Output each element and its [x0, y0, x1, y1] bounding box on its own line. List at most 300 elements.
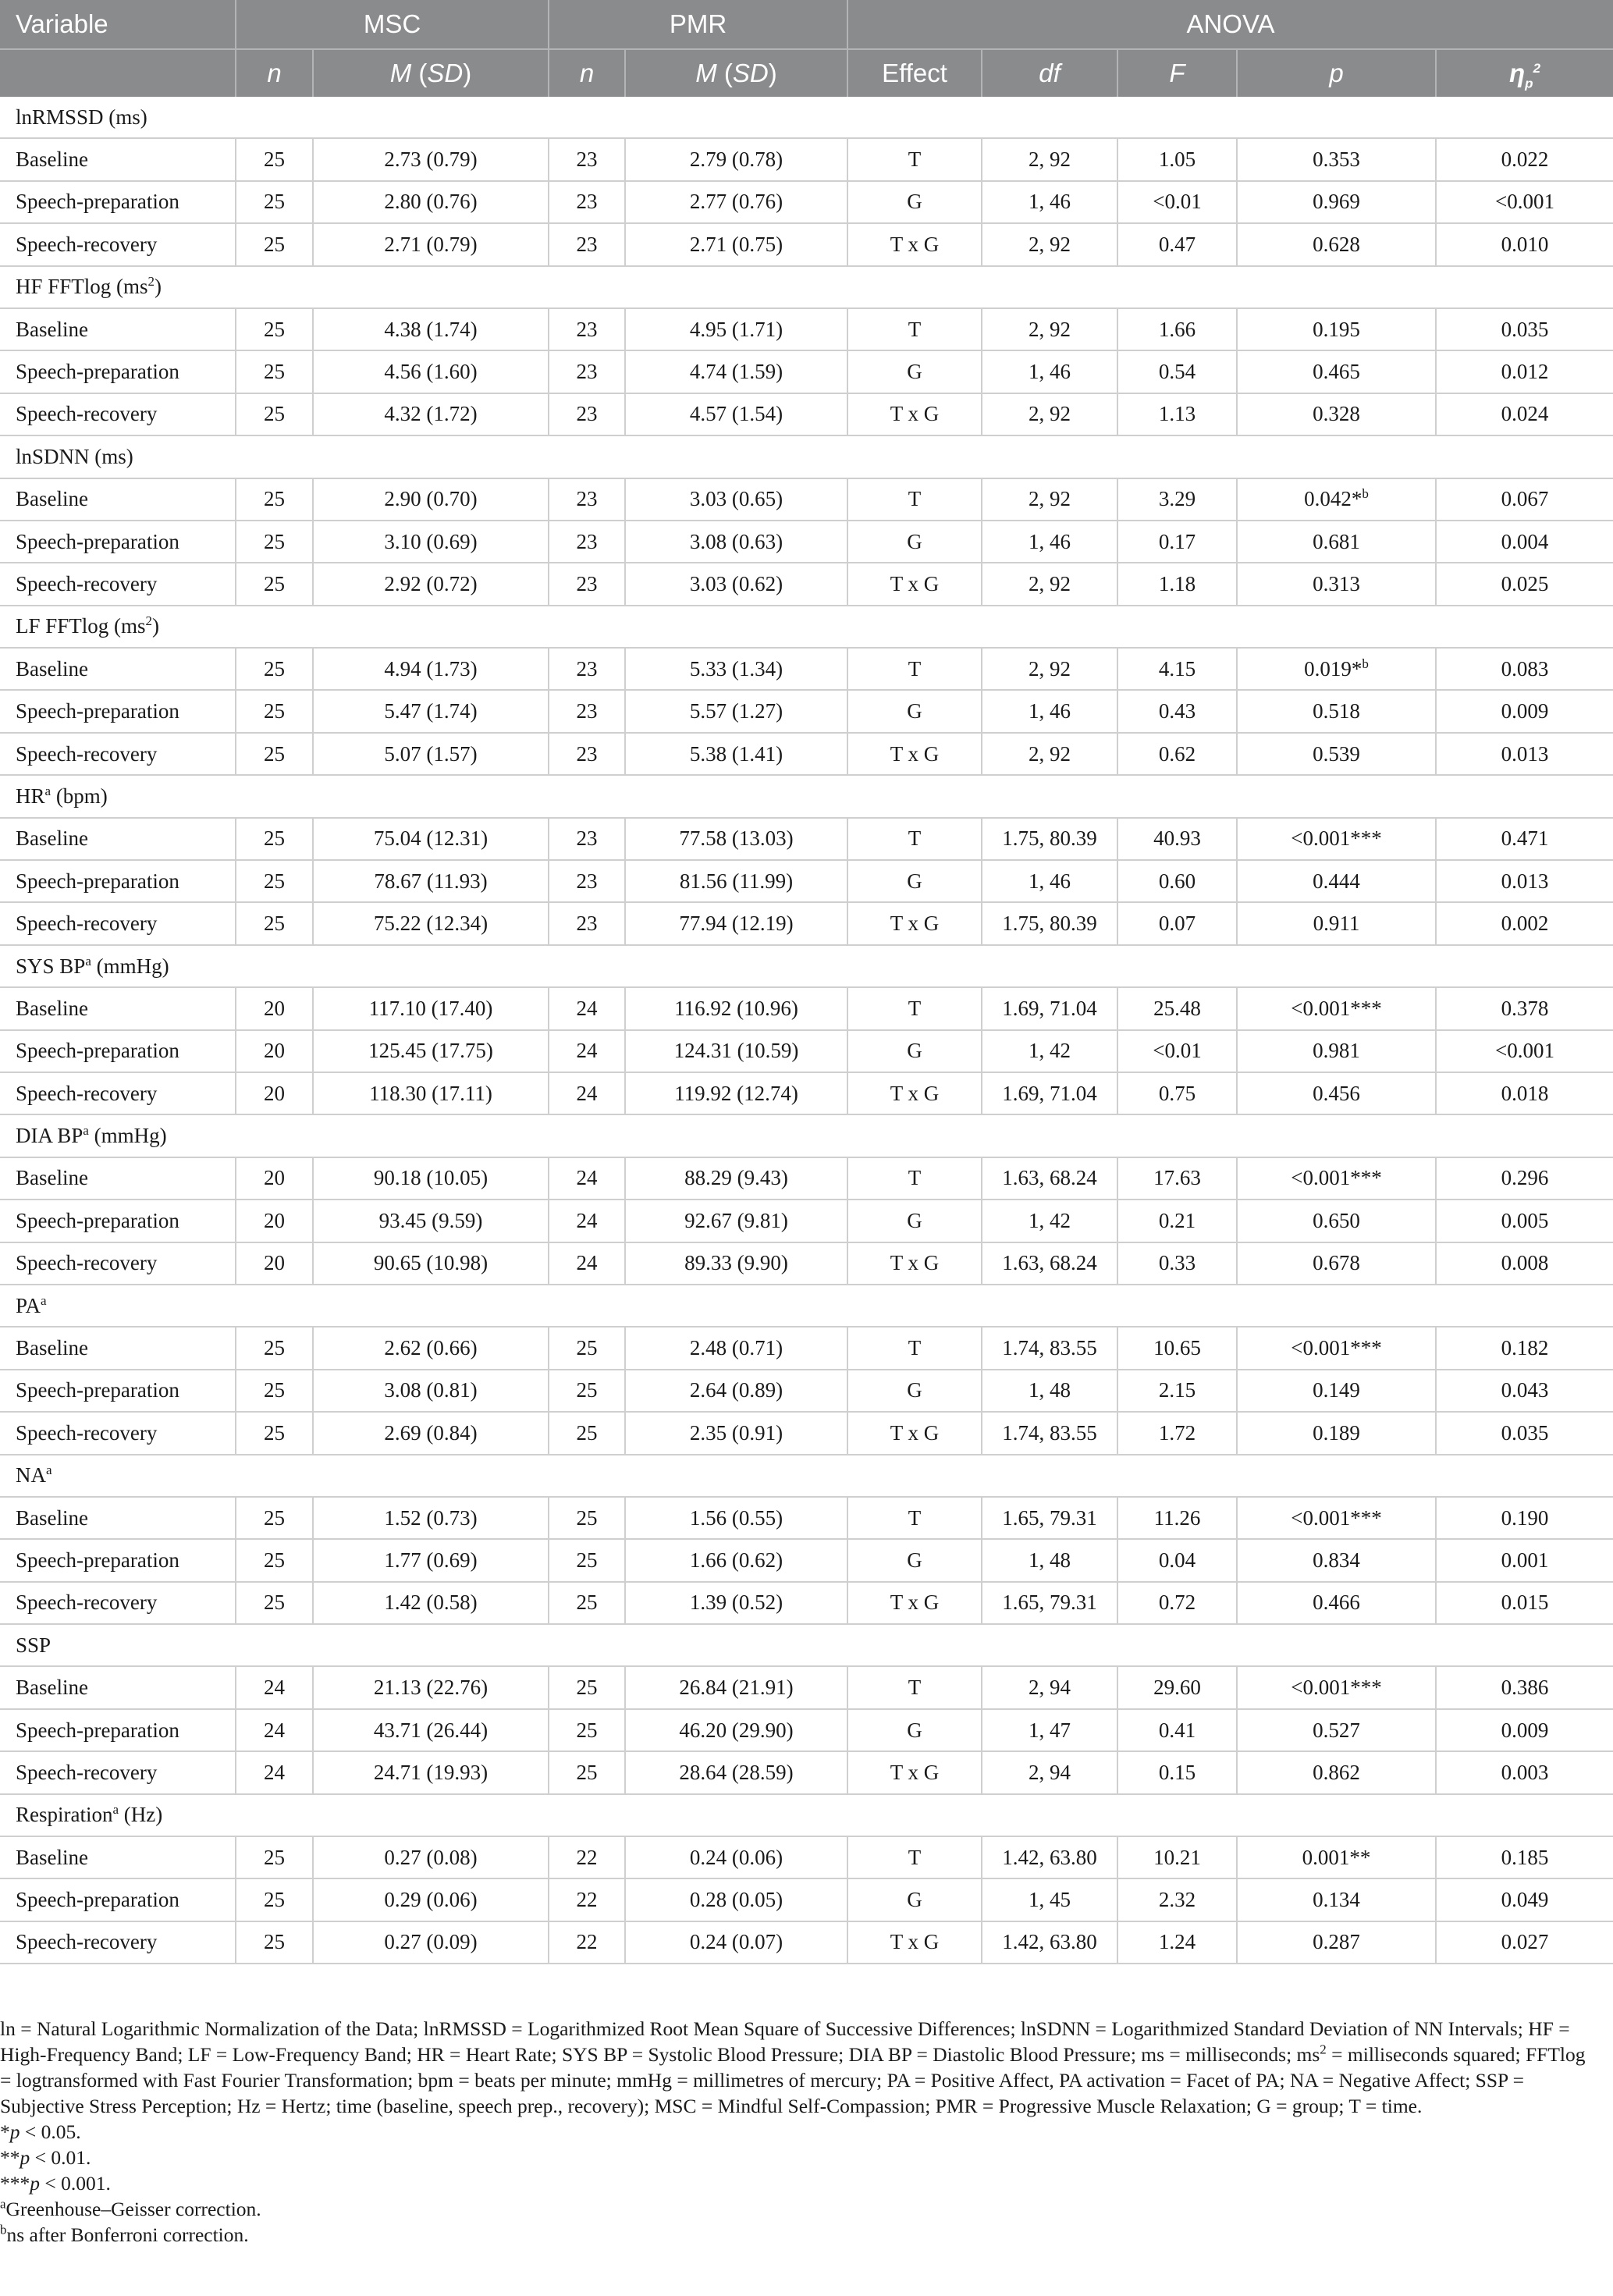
effect-cell-text: T x G: [890, 912, 940, 936]
msc-n-cell: [236, 563, 313, 605]
msc-n-cell-text: 24: [264, 1760, 285, 1784]
pmr-n-cell-text: 23: [576, 699, 598, 723]
eta-cell: [1436, 350, 1613, 393]
effect-cell: [847, 1582, 982, 1624]
effect-cell: [847, 1242, 982, 1285]
msc-mean-sd-cell: [313, 987, 549, 1029]
row-label-text: Baseline: [16, 1336, 88, 1360]
table-header: [0, 0, 1613, 97]
df-cell: [982, 1030, 1117, 1072]
p-cell-text: 0.911: [1313, 912, 1360, 936]
msc-n-cell: [236, 987, 313, 1029]
table-row: [0, 1157, 1613, 1200]
header-df: df: [982, 49, 1117, 97]
pmr-n-cell: [549, 1157, 625, 1200]
msc-n-cell: [236, 1878, 313, 1921]
section-title-sup: 2: [145, 613, 153, 629]
df-cell: [982, 1539, 1117, 1581]
pmr-mean-sd-cell: [625, 1921, 847, 1964]
pmr-n-cell: [549, 521, 625, 563]
df-cell-text: 2, 92: [1029, 147, 1071, 172]
eta-cell-text: 0.009: [1501, 1718, 1549, 1742]
header-pmr-n: n: [549, 49, 625, 97]
row-label-text: Speech-preparation: [16, 1378, 179, 1402]
table-row: [0, 308, 1613, 350]
p-cell-text: <0.001***: [1291, 1166, 1382, 1190]
effect-cell: [847, 181, 982, 223]
msc-mean-sd-cell-text: 2.69 (0.84): [384, 1420, 478, 1445]
p-cell: [1237, 1200, 1436, 1242]
section-header-row: [0, 266, 1613, 308]
header-msc-n: n: [236, 49, 313, 97]
df-cell-text: 2, 92: [1029, 741, 1071, 766]
header-effect: Effect: [847, 49, 982, 97]
msc-n-cell-text: 20: [264, 1208, 285, 1232]
msc-n-cell: [236, 902, 313, 944]
pmr-mean-sd-cell: [625, 563, 847, 605]
eta-cell-text: 0.022: [1501, 147, 1549, 172]
header-p: p: [1237, 49, 1436, 97]
f-cell: [1117, 521, 1237, 563]
f-cell: [1117, 1242, 1237, 1285]
p-cell-text: 0.189: [1313, 1420, 1360, 1445]
pmr-n-cell-text: 23: [576, 741, 598, 766]
p-cell: [1237, 563, 1436, 605]
row-label: [0, 648, 236, 690]
msc-n-cell-text: 25: [264, 487, 285, 511]
effect-cell: [847, 350, 982, 393]
row-label: [0, 1878, 236, 1921]
eta-cell: [1436, 138, 1613, 180]
f-cell: [1117, 1751, 1237, 1793]
table-row: [0, 1539, 1613, 1581]
effect-cell-text: T x G: [890, 1590, 940, 1615]
row-label: [0, 350, 236, 393]
table-row: [0, 223, 1613, 265]
eta-cell: [1436, 1878, 1613, 1921]
eta-cell: [1436, 1539, 1613, 1581]
pmr-mean-sd-cell-text: 119.92 (12.74): [674, 1081, 798, 1105]
pmr-mean-sd-cell-text: 4.57 (1.54): [689, 402, 783, 426]
msc-mean-sd-cell-text: 43.71 (26.44): [373, 1718, 489, 1742]
msc-n-cell-text: 25: [264, 1336, 285, 1360]
effect-cell: [847, 690, 982, 732]
pmr-n-cell: [549, 860, 625, 902]
p-cell-text: <0.001***: [1291, 1676, 1382, 1700]
section-title-text: Respiration: [16, 1803, 113, 1827]
p-cell: [1237, 690, 1436, 732]
table-row: [0, 1412, 1613, 1454]
msc-n-cell: [236, 1666, 313, 1708]
pmr-mean-sd-cell: [625, 1539, 847, 1581]
row-label: [0, 1370, 236, 1412]
eta-cell: [1436, 1412, 1613, 1454]
df-cell-text: 1, 42: [1029, 1208, 1071, 1232]
header-sd: SD: [427, 59, 464, 87]
msc-mean-sd-cell: [313, 1030, 549, 1072]
sig-threshold: < 0.05.: [20, 2120, 81, 2143]
msc-n-cell-text: 25: [264, 1420, 285, 1445]
section-title: [0, 606, 1613, 648]
effect-cell-text: T x G: [890, 1251, 940, 1275]
p-cell: [1237, 1878, 1436, 1921]
pmr-n-cell-text: 25: [576, 1590, 598, 1615]
section-title-suffix: (Hz): [119, 1803, 163, 1827]
msc-n-cell: [236, 733, 313, 775]
effect-cell: [847, 818, 982, 860]
eta-cell-text: <0.001: [1495, 190, 1554, 214]
f-cell: [1117, 393, 1237, 435]
effect-cell-text: T: [908, 1505, 922, 1530]
df-cell-text: 1.42, 63.80: [1002, 1845, 1097, 1869]
pmr-n-cell: [549, 1030, 625, 1072]
header-eta-sup: 2: [1533, 61, 1541, 76]
msc-mean-sd-cell: [313, 1582, 549, 1624]
pmr-mean-sd-cell-text: 5.38 (1.41): [689, 741, 783, 766]
section-title-sup: a: [83, 1123, 89, 1139]
msc-n-cell: [236, 1200, 313, 1242]
df-cell-text: 1.75, 80.39: [1002, 912, 1097, 936]
pmr-mean-sd-cell: [625, 1582, 847, 1624]
footnote-b-mark: b: [0, 2222, 7, 2237]
f-cell: [1117, 1497, 1237, 1539]
eta-cell: [1436, 733, 1613, 775]
p-cell-text: 0.650: [1313, 1208, 1360, 1232]
f-cell: [1117, 902, 1237, 944]
p-cell-text: <0.001***: [1291, 996, 1382, 1020]
section-title-text: NA: [16, 1463, 46, 1487]
p-cell: [1237, 1157, 1436, 1200]
effect-cell: [847, 1666, 982, 1708]
msc-mean-sd-cell: [313, 1709, 549, 1751]
effect-cell-text: G: [907, 1208, 922, 1232]
f-cell-text: 0.62: [1158, 741, 1196, 766]
effect-cell-text: T: [908, 826, 922, 851]
p-cell-text: 0.353: [1313, 147, 1360, 172]
msc-n-cell: [236, 393, 313, 435]
msc-mean-sd-cell-text: 90.18 (10.05): [373, 1166, 489, 1190]
table-row: [0, 733, 1613, 775]
df-cell: [982, 690, 1117, 732]
f-cell: [1117, 1878, 1237, 1921]
df-cell: [982, 138, 1117, 180]
effect-cell-text: T: [908, 656, 922, 681]
eta-cell-text: 0.012: [1501, 360, 1549, 384]
eta-cell-text: 0.182: [1501, 1336, 1549, 1360]
effect-cell-text: G: [907, 190, 922, 214]
effect-cell-text: G: [907, 1378, 922, 1402]
row-label: [0, 1751, 236, 1793]
p-cell-text: 0.313: [1313, 571, 1360, 595]
row-label: [0, 818, 236, 860]
f-cell: [1117, 1157, 1237, 1200]
pmr-n-cell-text: 25: [576, 1548, 598, 1572]
msc-mean-sd-cell: [313, 350, 549, 393]
pmr-mean-sd-cell: [625, 1327, 847, 1369]
pmr-n-cell-text: 23: [576, 360, 598, 384]
row-label-text: Speech-preparation: [16, 869, 179, 893]
effect-cell-text: T: [908, 317, 922, 341]
footnote-b: [0, 2222, 1600, 2248]
section-title: [0, 1794, 1613, 1836]
eta-cell: [1436, 1709, 1613, 1751]
header-anova: ANOVA: [847, 0, 1613, 49]
pmr-mean-sd-cell: [625, 1836, 847, 1878]
p-cell-text: 0.328: [1313, 402, 1360, 426]
table-row: [0, 1242, 1613, 1285]
p-cell: [1237, 987, 1436, 1029]
pmr-n-cell-text: 24: [576, 1081, 598, 1105]
effect-cell: [847, 733, 982, 775]
pmr-n-cell-text: 24: [576, 1039, 598, 1063]
effect-cell-text: T x G: [890, 571, 940, 595]
p-cell: [1237, 350, 1436, 393]
row-label-text: Speech-preparation: [16, 699, 179, 723]
section-title: [0, 435, 1613, 478]
eta-cell: [1436, 860, 1613, 902]
row-label: [0, 521, 236, 563]
effect-cell: [847, 1539, 982, 1581]
msc-n-cell-text: 25: [264, 656, 285, 681]
p-cell: [1237, 648, 1436, 690]
effect-cell-text: T: [908, 996, 922, 1020]
table-row: [0, 521, 1613, 563]
p-cell: [1237, 308, 1436, 350]
row-label-text: Speech-preparation: [16, 1039, 179, 1063]
pmr-n-cell-text: 23: [576, 826, 598, 851]
eta-cell-text: 0.018: [1501, 1081, 1549, 1105]
table-row: [0, 1327, 1613, 1369]
df-cell-text: 2, 92: [1029, 571, 1071, 595]
df-cell: [982, 1666, 1117, 1708]
table-row: [0, 690, 1613, 732]
msc-n-cell: [236, 521, 313, 563]
df-cell: [982, 478, 1117, 521]
effect-cell-text: T: [908, 1166, 922, 1190]
pmr-n-cell: [549, 563, 625, 605]
f-cell-text: 25.48: [1153, 996, 1201, 1020]
msc-mean-sd-cell-text: 75.22 (12.34): [373, 912, 489, 936]
pmr-n-cell: [549, 1539, 625, 1581]
msc-n-cell: [236, 690, 313, 732]
df-cell: [982, 1921, 1117, 1964]
p-cell-text: 0.981: [1313, 1039, 1360, 1063]
msc-n-cell-text: 25: [264, 571, 285, 595]
pmr-mean-sd-cell-text: 116.92 (10.96): [674, 996, 798, 1020]
p-cell: [1237, 860, 1436, 902]
footnote-a-mark: a: [0, 2196, 6, 2212]
f-cell: [1117, 1412, 1237, 1454]
msc-n-cell-text: 20: [264, 1039, 285, 1063]
p-cell: [1237, 1327, 1436, 1369]
df-cell: [982, 987, 1117, 1029]
p-cell-text: <0.001***: [1291, 1336, 1382, 1360]
msc-mean-sd-cell-text: 21.13 (22.76): [373, 1676, 489, 1700]
msc-mean-sd-cell-text: 0.27 (0.08): [384, 1845, 478, 1869]
df-cell: [982, 1157, 1117, 1200]
pmr-mean-sd-cell: [625, 350, 847, 393]
msc-mean-sd-cell: [313, 181, 549, 223]
msc-mean-sd-cell: [313, 1751, 549, 1793]
p-cell: [1237, 1072, 1436, 1114]
header-sd: SD: [732, 59, 769, 87]
effect-cell-text: T: [908, 1676, 922, 1700]
f-cell-text: 0.47: [1158, 232, 1196, 256]
section-title-sup: a: [41, 1292, 47, 1308]
pmr-mean-sd-cell: [625, 1878, 847, 1921]
msc-mean-sd-cell-text: 3.10 (0.69): [384, 529, 478, 553]
msc-mean-sd-cell: [313, 818, 549, 860]
f-cell: [1117, 1921, 1237, 1964]
eta-cell-text: 0.190: [1501, 1505, 1549, 1530]
header-eta-symbol: η: [1509, 59, 1526, 87]
eta-cell-text: 0.004: [1501, 529, 1549, 553]
msc-n-cell-text: 25: [264, 1888, 285, 1912]
df-cell-text: 1.42, 63.80: [1002, 1930, 1097, 1954]
f-cell-text: 1.24: [1158, 1930, 1196, 1954]
table-row: [0, 1878, 1613, 1921]
pmr-n-cell-text: 22: [576, 1930, 598, 1954]
pmr-n-cell-text: 25: [576, 1420, 598, 1445]
df-cell: [982, 1497, 1117, 1539]
msc-n-cell-text: 25: [264, 912, 285, 936]
p-cell: [1237, 1539, 1436, 1581]
row-label-text: Speech-recovery: [16, 741, 158, 766]
effect-cell: [847, 1497, 982, 1539]
eta-cell-text: 0.025: [1501, 571, 1549, 595]
section-title-sup: a: [112, 1802, 119, 1818]
f-cell: [1117, 308, 1237, 350]
row-label: [0, 1242, 236, 1285]
df-cell: [982, 860, 1117, 902]
pmr-mean-sd-cell-text: 2.48 (0.71): [689, 1336, 783, 1360]
row-label-text: Speech-recovery: [16, 571, 158, 595]
pmr-n-cell-text: 23: [576, 190, 598, 214]
sig-p: p: [20, 2146, 30, 2169]
p-cell: [1237, 1412, 1436, 1454]
msc-n-cell: [236, 818, 313, 860]
eta-cell: [1436, 393, 1613, 435]
row-label-text: Speech-preparation: [16, 1208, 179, 1232]
pmr-mean-sd-cell-text: 88.29 (9.43): [684, 1166, 788, 1190]
pmr-n-cell: [549, 1412, 625, 1454]
row-label: [0, 860, 236, 902]
f-cell-text: <0.01: [1153, 1039, 1202, 1063]
msc-n-cell: [236, 1072, 313, 1114]
eta-cell: [1436, 818, 1613, 860]
f-cell-text: 1.66: [1158, 317, 1196, 341]
section-header-row: [0, 606, 1613, 648]
p-cell-text: 0.001**: [1302, 1845, 1371, 1869]
section-title-suffix: ): [152, 614, 160, 638]
df-cell-text: 1, 46: [1029, 529, 1071, 553]
p-footnote-mark: b: [1362, 656, 1369, 671]
f-cell: [1117, 1582, 1237, 1624]
table-row: [0, 648, 1613, 690]
f-cell: [1117, 563, 1237, 605]
pmr-n-cell: [549, 1327, 625, 1369]
eta-cell-text: 0.049: [1501, 1888, 1549, 1912]
row-label-text: Speech-recovery: [16, 1420, 158, 1445]
row-label: [0, 308, 236, 350]
msc-mean-sd-cell: [313, 1242, 549, 1285]
effect-cell: [847, 1157, 982, 1200]
header-msc: MSC: [236, 0, 549, 49]
table-row: [0, 1030, 1613, 1072]
df-cell: [982, 350, 1117, 393]
pmr-mean-sd-cell: [625, 1412, 847, 1454]
msc-n-cell: [236, 1242, 313, 1285]
eta-cell: [1436, 563, 1613, 605]
pmr-mean-sd-cell-text: 28.64 (28.59): [679, 1760, 794, 1784]
pmr-n-cell: [549, 1921, 625, 1964]
df-cell-text: 1.65, 79.31: [1002, 1590, 1097, 1615]
row-label-text: Baseline: [16, 487, 88, 511]
df-cell: [982, 1200, 1117, 1242]
msc-mean-sd-cell: [313, 223, 549, 265]
pmr-mean-sd-cell: [625, 987, 847, 1029]
p-cell: [1237, 818, 1436, 860]
df-cell-text: 1, 47: [1029, 1718, 1071, 1742]
df-cell-text: 1.69, 71.04: [1002, 1081, 1097, 1105]
f-cell-text: 11.26: [1153, 1505, 1201, 1530]
df-cell-text: 1.63, 68.24: [1002, 1251, 1097, 1275]
msc-mean-sd-cell: [313, 1497, 549, 1539]
pmr-mean-sd-cell-text: 4.74 (1.59): [689, 360, 783, 384]
f-cell-text: 0.75: [1158, 1081, 1196, 1105]
f-cell: [1117, 987, 1237, 1029]
effect-cell: [847, 1836, 982, 1878]
msc-n-cell: [236, 1370, 313, 1412]
df-cell: [982, 1878, 1117, 1921]
pmr-n-cell: [549, 1878, 625, 1921]
row-label: [0, 1157, 236, 1200]
eta-cell: [1436, 1751, 1613, 1793]
section-title-text: DIA BP: [16, 1124, 83, 1148]
df-cell-text: 2, 92: [1029, 656, 1071, 681]
sig-threshold: < 0.001.: [40, 2172, 111, 2195]
row-label: [0, 1709, 236, 1751]
msc-mean-sd-cell: [313, 1539, 549, 1581]
msc-mean-sd-cell-text: 4.32 (1.72): [384, 402, 478, 426]
section-title: [0, 945, 1613, 987]
msc-n-cell: [236, 1497, 313, 1539]
pmr-mean-sd-cell-text: 81.56 (11.99): [679, 869, 794, 893]
eta-cell: [1436, 478, 1613, 521]
section-title-suffix: (mmHg): [88, 1124, 167, 1148]
f-cell-text: 1.72: [1158, 1420, 1196, 1445]
effect-cell-text: G: [907, 529, 922, 553]
table-row: [0, 1836, 1613, 1878]
pmr-mean-sd-cell-text: 0.24 (0.06): [689, 1845, 783, 1869]
p-cell-text: 0.042*: [1304, 487, 1363, 511]
eta-cell-text: 0.015: [1501, 1590, 1549, 1615]
df-cell: [982, 181, 1117, 223]
table-row: [0, 860, 1613, 902]
df-cell: [982, 1370, 1117, 1412]
df-cell: [982, 733, 1117, 775]
f-cell: [1117, 138, 1237, 180]
eta-cell-text: 0.001: [1501, 1548, 1549, 1572]
msc-mean-sd-cell: [313, 521, 549, 563]
table-notes: [0, 2016, 1600, 2248]
pmr-n-cell: [549, 648, 625, 690]
table-row: [0, 478, 1613, 521]
eta-cell-text: 0.296: [1501, 1166, 1549, 1190]
msc-n-cell-text: 25: [264, 147, 285, 172]
pmr-n-cell-text: 24: [576, 1251, 598, 1275]
pmr-mean-sd-cell-text: 5.33 (1.34): [689, 656, 783, 681]
